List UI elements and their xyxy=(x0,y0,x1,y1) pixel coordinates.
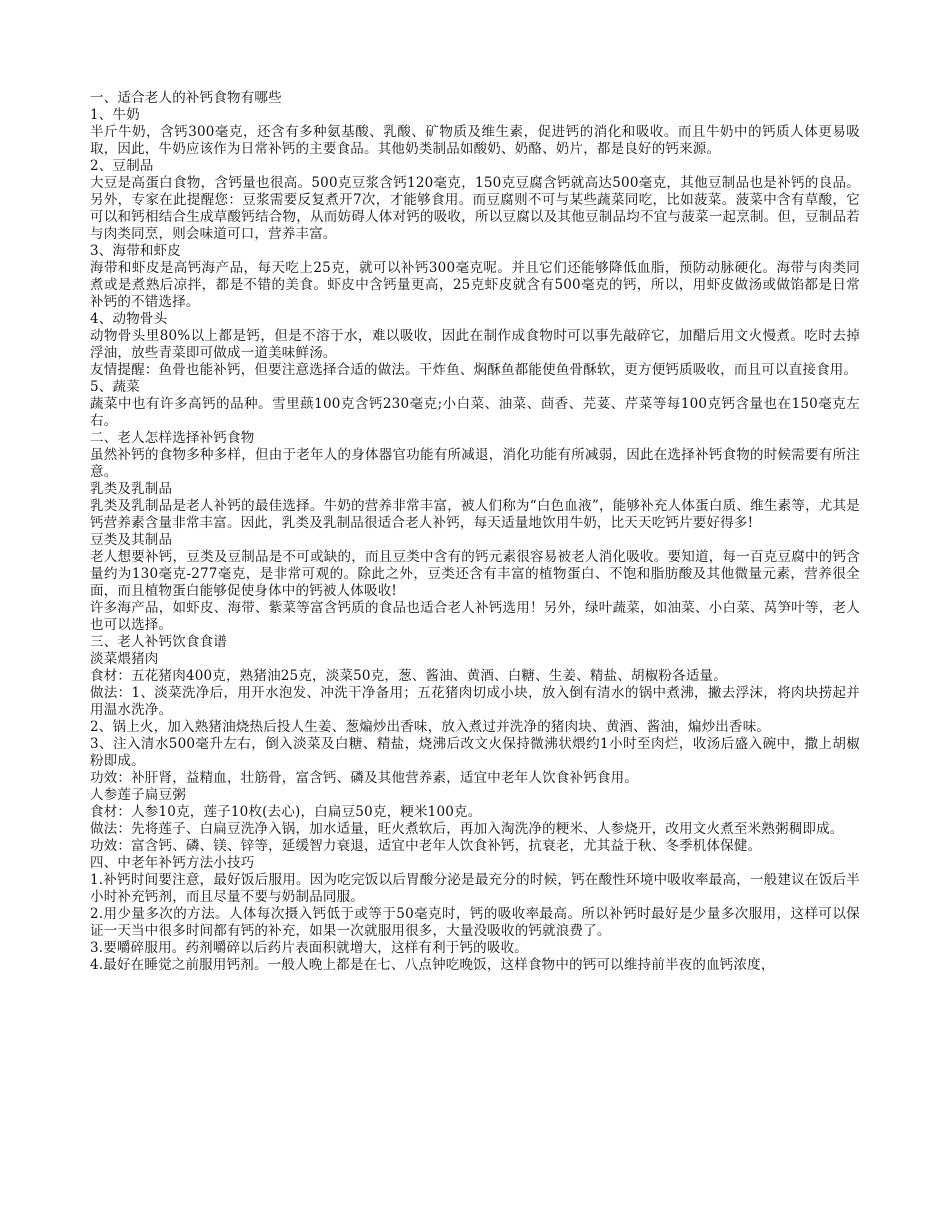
paragraph-soy: 大豆是高蛋白食物，含钙量也很高。500克豆浆含钙120毫克，150克豆腐含钙就高达500毫克，其他豆制品也是补钙的良品。另外，专家在此提醒您：豆浆需要反复煮开7次，才能够食用。而豆腐则不可与某些蔬菜同吃，比如菠菜。菠菜中含有草酸，它可以和钙相结合生成草酸钙结合物，从而妨碍人体对钙的吸收，所以豆腐以及其他豆制品均不宜与菠菜一起烹制。但，豆制品若与肉类同烹，则会味道可口，营养丰富。 xyxy=(90,175,860,242)
paragraph-intro-choice: 虽然补钙的食物多种多样，但由于老年人的身体器官功能有所减退，消化功能有所减弱，因此在选择补钙食物的时候需要有所注意。 xyxy=(90,447,860,480)
recipe-step-1-mussel-pork: 做法：1、淡菜洗净后，用开水泡发、冲洗干净备用；五花猪肉切成小块，放入倒有清水的锅中煮沸，撇去浮沫，将肉块捞起并用温水洗净。 xyxy=(90,685,860,718)
subheading-bones: 4、动物骨头 xyxy=(90,311,168,327)
subheading-beans: 豆类及其制品 xyxy=(90,532,173,548)
tip-1: 1.补钙时间要注意，最好饭后服用。因为吃完饭以后胃酸分泌是最充分的时候，钙在酸性环境中吸收率最高，一般建议在饭后半小时补充钙剂，而且尽量不要与奶制品同服。 xyxy=(90,872,860,905)
recipe-title-ginseng-porridge: 人参莲子扁豆粥 xyxy=(90,787,186,803)
document-body xyxy=(90,90,860,974)
subheading-milk: 1、牛奶 xyxy=(90,107,140,123)
paragraph-kelp-shrimp: 海带和虾皮是高钙海产品，每天吃上25克，就可以补钙300毫克呢。并且它们还能够降低血脂，预防动脉硬化。海带与肉类同煮或是煮熟后凉拌，都是不错的美食。虾皮中含钙量更高，25克虾皮就含有500毫克的钙，所以，用虾皮做汤或做馅都是日常补钙的不错选择。 xyxy=(90,260,860,310)
paragraph-milk: 半斤牛奶，含钙300毫克，还含有多种氨基酸、乳酸、矿物质及维生素，促进钙的消化和吸收。而且牛奶中的钙质人体更易吸取，因此，牛奶应该作为日常补钙的主要食品。其他奶类制品如酸奶、奶酪、奶片，都是良好的钙来源。 xyxy=(90,124,860,157)
recipe-step-3-mussel-pork: 3、注入清水500毫升左右，倒入淡菜及白糖、精盐，烧沸后改文火保持微沸状煨约1小时至肉烂，收汤后盛入碗中，撒上胡椒粉即成。 xyxy=(90,736,861,769)
subheading-kelp-shrimp: 3、海带和虾皮 xyxy=(90,243,181,259)
paragraph-seafood: 许多海产品，如虾皮、海带、紫菜等富含钙质的食品也适合老人补钙选用！另外，绿叶蔬菜，如油菜、小白菜、莴笋叶等，老人也可以选择。 xyxy=(90,600,860,633)
subheading-soy: 2、豆制品 xyxy=(90,158,154,174)
tip-3: 3.要嚼碎服用。药剂嚼碎以后药片表面积就增大，这样有利于钙的吸收。 xyxy=(90,940,528,956)
paragraph-bones: 动物骨头里80%以上都是钙，但是不溶于水，难以吸收，因此在制作成食物时可以事先敲碎它，加醋后用文火慢煮。吃时去掉浮油，放些青菜即可做成一道美味鲜汤。 xyxy=(90,328,860,361)
recipe-benefit-mussel-pork: 功效：补肝肾，益精血，壮筋骨，富含钙、磷及其他营养素，适宜中老年人饮食补钙食用。 xyxy=(90,770,638,786)
paragraph-dairy: 乳类及乳制品是老人补钙的最佳选择。牛奶的营养非常丰富，被人们称为“白色血液”，能够补充人体蛋白质、维生素等，尤其是钙营养素含量非常丰富。因此，乳类及乳制品很适合老人补钙，每天适量地饮用牛奶，比天天吃钙片要好得多! xyxy=(90,498,860,531)
paragraph-beans: 老人想要补钙，豆类及豆制品是不可或缺的，而且豆类中含有的钙元素很容易被老人消化吸收。要知道，每一百克豆腐中的钙含量约为130毫克-277毫克，是非常可观的。除此之外，豆类还含有丰富的植物蛋白、不饱和脂肪酸及其他微量元素，营养很全面，而且植物蛋白能够促使身体中的钙被人体吸收! xyxy=(90,549,860,599)
heading-4: 四、中老年补钙方法小技巧 xyxy=(90,855,255,871)
recipe-benefit-ginseng-porridge: 功效：富含钙、磷、镁、锌等，延缓智力衰退，适宜中老年人饮食补钙，抗衰老，尤其益于秋、冬季机体保健。 xyxy=(90,838,762,854)
heading-2: 二、老人怎样选择补钙食物 xyxy=(90,430,255,446)
paragraph-vegetables: 蔬菜中也有许多高钙的品种。雪里蕻100克含钙230毫克;小白菜、油菜、茴香、芫荽、芹菜等每100克钙含量也在150毫克左右。 xyxy=(90,396,860,429)
recipe-method-ginseng-porridge: 做法：先将莲子、白扁豆洗净入锅，加水适量，旺火煮软后，再加入淘洗净的粳米、人参烧开，改用文火煮至米熟粥稠即成。 xyxy=(90,821,844,837)
recipe-step-2-mussel-pork: 2、锅上火，加入熟猪油烧热后投人生姜、葱煸炒出香味，放入煮过并洗净的猪肉块、黄酒、酱油，煸炒出香味。 xyxy=(90,719,771,735)
recipe-ingredients-mussel-pork: 食材：五花猪肉400克，熟猪油25克，淡菜50克，葱、酱油、黄酒、白糖、生姜、精盐、胡椒粉各适量。 xyxy=(90,668,727,684)
tip-4: 4.最好在睡觉之前服用钙剂。一般人晚上都是在七、八点钟吃晚饭，这样食物中的钙可以维持前半夜的血钙浓度， xyxy=(90,957,775,973)
subheading-vegetables: 5、蔬菜 xyxy=(90,379,140,395)
tip-2: 2.用少量多次的方法。人体每次摄入钙低于或等于50毫克时，钙的吸收率最高。所以补钙时最好是少量多次服用，这样可以保证一天当中很多时间都有钙的补充，如果一次就服用很多，大量没吸收的钙就浪费了。 xyxy=(90,906,860,939)
paragraph-fish-bone-tip: 友情提醒：鱼骨也能补钙，但要注意选择合适的做法。干炸鱼、焖酥鱼都能使鱼骨酥软，更方便钙质吸收，而且可以直接食用。 xyxy=(90,362,858,378)
recipe-title-mussel-pork: 淡菜煨猪肉 xyxy=(90,651,159,667)
recipe-ingredients-ginseng-porridge: 食材：人参10克，莲子10枚(去心)，白扁豆50克，粳米100克。 xyxy=(90,804,482,820)
subheading-dairy: 乳类及乳制品 xyxy=(90,481,173,497)
heading-3: 三、老人补钙饮食食谱 xyxy=(90,634,227,650)
heading-1: 一、适合老人的补钙食物有哪些 xyxy=(90,90,282,106)
